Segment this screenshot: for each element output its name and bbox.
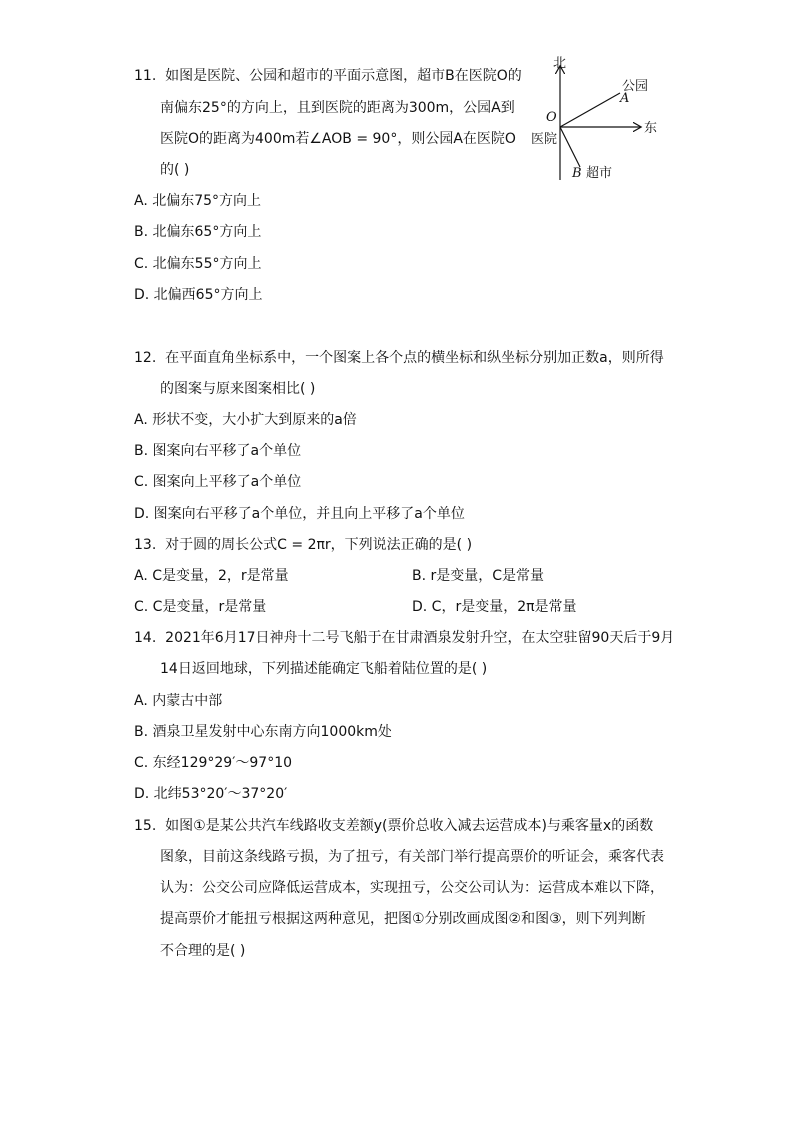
hospital-label: 医院 [531, 132, 558, 147]
direction-diagram [520, 55, 670, 185]
ray-oa [560, 93, 620, 127]
question-11-text-1: 如图是医院、公园和超市的平面示意图，超市B在医院O的 [165, 68, 522, 84]
question-11-line-3: 医院O的距离为400m若∠AOB = 90°，则公园A在医院O [160, 131, 516, 147]
question-11-line-1 [134, 66, 522, 86]
question-15-text-1: 如图①是某公共汽车线路收支差额y(票价总收入减去运营成本)与乘客量x的函数 [165, 818, 654, 834]
question-12-number: 12. [134, 350, 157, 366]
question-14-line-2: 14日返回地球，下列描述能确定飞船着陆位置的是( ) [160, 661, 488, 677]
question-12-line-2: 的图案与原来图案相比( ) [160, 381, 316, 397]
question-14-number: 14. [134, 630, 157, 646]
north-label: 北 [553, 56, 567, 71]
question-13-option-b: B. r是变量，C是常量 [412, 568, 545, 584]
question-11-number: 11. [134, 68, 157, 84]
question-12-option-d: D. 图案向右平移了a个单位，并且向上平移了a个单位 [134, 506, 465, 522]
market-label: 超市 [586, 166, 613, 181]
question-14-option-a: A. 内蒙古中部 [134, 693, 223, 709]
ray-ob [560, 127, 580, 167]
question-12-option-c: C. 图案向上平移了a个单位 [134, 474, 302, 490]
question-11-option-a: A. 北偏东75°方向上 [134, 193, 262, 209]
question-15-line-2: 图象，目前这条线路亏损，为了扭亏，有关部门举行提高票价的听证会，乘客代表 [160, 849, 664, 865]
question-13-line-1 [134, 535, 472, 555]
question-11-option-c: C. 北偏东55°方向上 [134, 256, 262, 272]
question-11-line-4: 的( ) [160, 162, 190, 178]
question-15-line-3: 认为：公交公司应降低运营成本，实现扭亏，公交公司认为：运营成本难以下降， [160, 880, 664, 896]
question-13-number: 13. [134, 537, 157, 553]
question-14-option-b: B. 酒泉卫星发射中心东南方向1000km处 [134, 724, 392, 740]
question-13-option-a: A. C是变量，2，r是常量 [134, 568, 289, 584]
east-label: 东 [644, 121, 658, 136]
point-b-label: B [572, 166, 582, 181]
question-13-option-d: D. C，r是变量，2π是常量 [412, 599, 577, 615]
question-12-line-1 [134, 348, 664, 368]
question-12-text-1: 在平面直角坐标系中，一个图案上各个点的横坐标和纵坐标分别加正数a，则所得 [165, 350, 664, 366]
point-a-label: A [620, 91, 630, 106]
question-15-line-4: 提高票价才能扭亏根据这两种意见，把图①分别改画成图②和图③，则下列判断 [160, 911, 646, 927]
question-13-text-1: 对于圆的周长公式C = 2πr，下列说法正确的是( ) [165, 537, 473, 553]
question-11-line-2: 南偏东25°的方向上，且到医院的距离为300m，公园A到 [160, 100, 515, 116]
question-13-option-c: C. C是变量，r是常量 [134, 599, 267, 615]
origin-label: O [546, 110, 557, 125]
question-11-option-d: D. 北偏西65°方向上 [134, 287, 263, 303]
question-15-number: 15. [134, 818, 157, 834]
question-14-option-d: D. 北纬53°20′～37°20′ [134, 786, 288, 802]
question-15-line-5: 不合理的是( ) [160, 943, 246, 959]
question-14-text-1: 2021年6月17日神舟十二号飞船于在甘肃酒泉发射升空，在太空驻留90天后于9月 [165, 630, 675, 646]
question-12-option-b: B. 图案向右平移了a个单位 [134, 443, 302, 459]
question-12-option-a: A. 形状不变，大小扩大到原来的a倍 [134, 412, 357, 428]
question-11-option-b: B. 北偏东65°方向上 [134, 224, 262, 240]
park-label: 公园 [622, 79, 649, 94]
question-14-option-c: C. 东经129°29′～97°10 [134, 755, 293, 771]
question-14-line-1 [134, 628, 674, 648]
question-15-line-1 [134, 816, 653, 836]
